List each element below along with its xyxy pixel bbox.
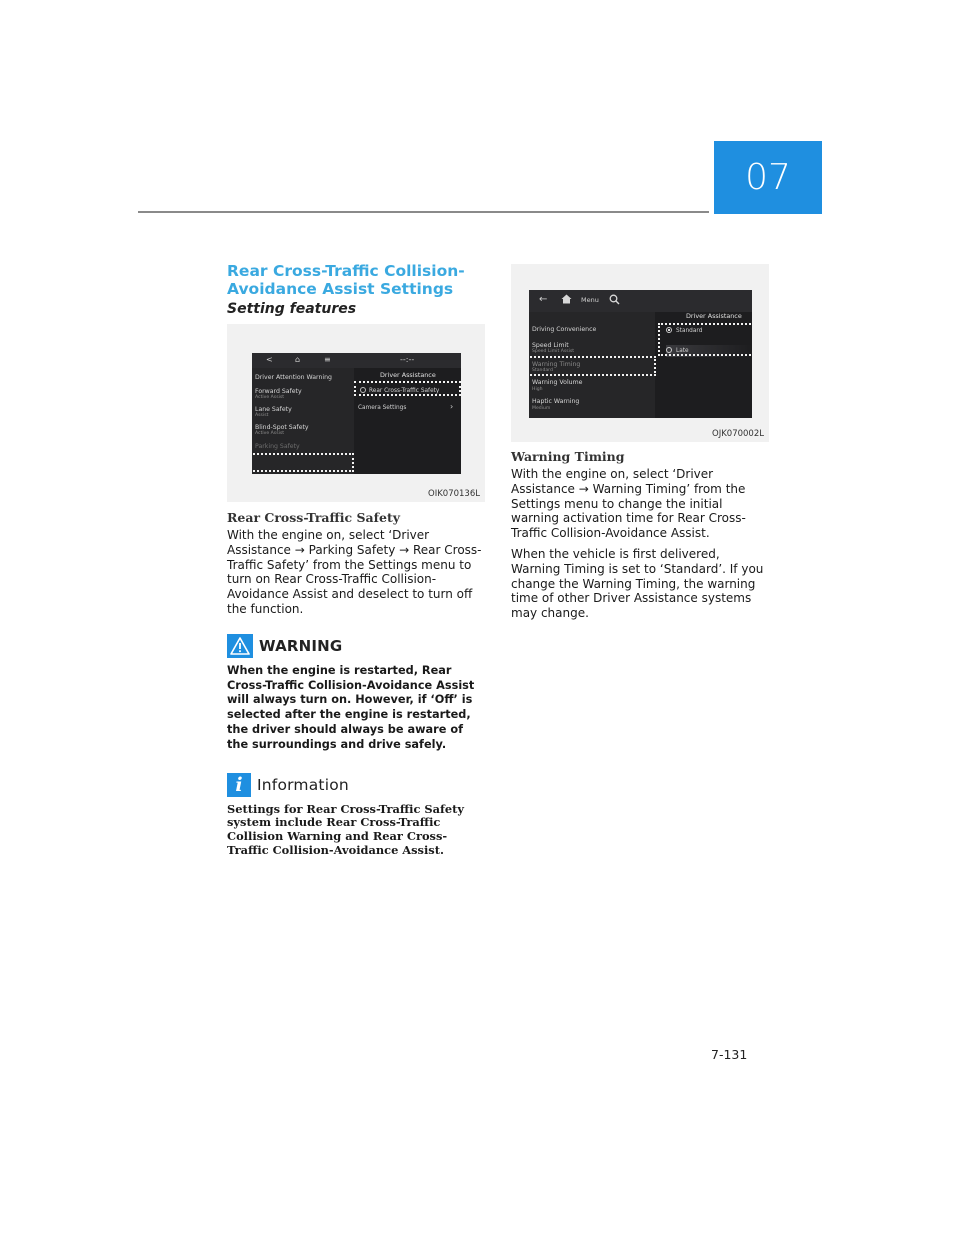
list-item: Parking Safety [255, 443, 300, 450]
header-rule [138, 211, 709, 213]
figure-rear-cross-traffic-screen [227, 324, 485, 502]
list-item-sub: Assist [255, 413, 269, 418]
list-item-sub: Active Assist [255, 395, 285, 400]
option-late: Late [666, 345, 752, 357]
highlight-box [658, 323, 752, 356]
warning-body: When the engine is restarted, Rear Cross-Traffic Collision-Avoidance Assist will always turn on. However, if ‘Off’ is selected after the engine is restarted, the driver should always be aware of the surroundings and drive safely. [227, 663, 475, 751]
list-item: Lane Safety [255, 406, 292, 413]
list-item: Speed Limit [532, 342, 569, 349]
highlight-box [529, 356, 656, 376]
menu-label: Menu [581, 296, 599, 304]
figure-code: OJK070002L [712, 429, 764, 439]
menu-icon: ≡ [324, 355, 331, 364]
home-icon: ⌂ [295, 355, 301, 364]
information-body: Settings for Rear Cross-Traffic Safety system include Rear Cross-Traffic Collision Warning and Rear Cross-Traffic Collision-Avoidance Assist. [227, 801, 465, 857]
list-item-sub: Standard [532, 368, 553, 373]
information-icon: i [227, 773, 251, 797]
back-arrow-icon: ← [539, 294, 548, 305]
figure-code: OIK070136L [428, 489, 480, 499]
information-title: Information [257, 775, 349, 794]
list-item-sub: Speed Limit Assist [532, 349, 575, 354]
home-icon [561, 294, 572, 306]
panel-title: Driver Assistance [380, 371, 436, 379]
panel-title: Driver Assistance [686, 312, 742, 320]
warning-timing-heading: Warning Timing [511, 449, 625, 464]
rcts-body: With the engine on, select ‘Driver Assistance → Parking Safety → Rear Cross-Traffic Safety’ from the Settings menu to turn on Rear Cross-Traffic Collision-Avoidance Assist and deselect to turn off the function. [227, 528, 482, 616]
highlight-box [252, 453, 354, 472]
search-icon [609, 294, 620, 307]
list-item: Forward Safety [255, 388, 302, 395]
option-camera-settings: Camera Settings [358, 405, 407, 411]
right-column [511, 264, 769, 621]
warning-header [227, 634, 485, 658]
list-item: Warning Timing [532, 361, 581, 368]
list-item: Driving Convenience [532, 326, 597, 333]
list-item-sub: High [532, 387, 543, 392]
screen-top-bar [252, 353, 461, 368]
option-rear-cross-traffic-safety: Rear Cross-Traffic Safety [360, 387, 439, 394]
back-icon: < [266, 355, 273, 364]
warning-icon [227, 634, 253, 658]
option-standard: Standard [666, 327, 702, 334]
infotainment-screen [252, 353, 461, 474]
chevron-right-icon: › [450, 402, 454, 411]
warning-timing-body: When the vehicle is first delivered, Warning Timing is set to ‘Standard’. If you change the Warning Timing, the warning time of other Driver Assistance systems may change. [511, 546, 764, 621]
list-item-sub: Active Assist [255, 431, 285, 436]
clock: --:-- [400, 355, 415, 364]
highlight-box [354, 381, 461, 396]
subsection-title: Setting features [227, 301, 357, 317]
list-item: Driver Attention Warning [255, 374, 332, 381]
screen-top-bar [529, 290, 752, 312]
chapter-tab: 07 [714, 141, 822, 214]
section-title: Rear Cross-Traffic Collision- Avoidance Assist Settings [227, 262, 465, 298]
warning-title: WARNING [259, 636, 343, 655]
infotainment-screen [529, 290, 752, 418]
list-item: Haptic Warning [532, 398, 580, 405]
left-column [227, 262, 485, 858]
page-number: 7-131 [711, 1047, 748, 1062]
list-item: Blind-Spot Safety [255, 424, 309, 431]
figure-warning-timing-screen [511, 264, 769, 442]
list-item-sub: Medium [532, 406, 551, 411]
information-header [227, 773, 485, 797]
rcts-heading: Rear Cross-Traffic Safety [227, 510, 400, 525]
warning-timing-body: With the engine on, select ‘Driver Assistance → Warning Timing’ from the Settings menu to change the initial warning activation time for Rear Cross-Traffic Collision-Avoidance Assist. [511, 467, 746, 541]
list-item: Warning Volume [532, 379, 583, 386]
